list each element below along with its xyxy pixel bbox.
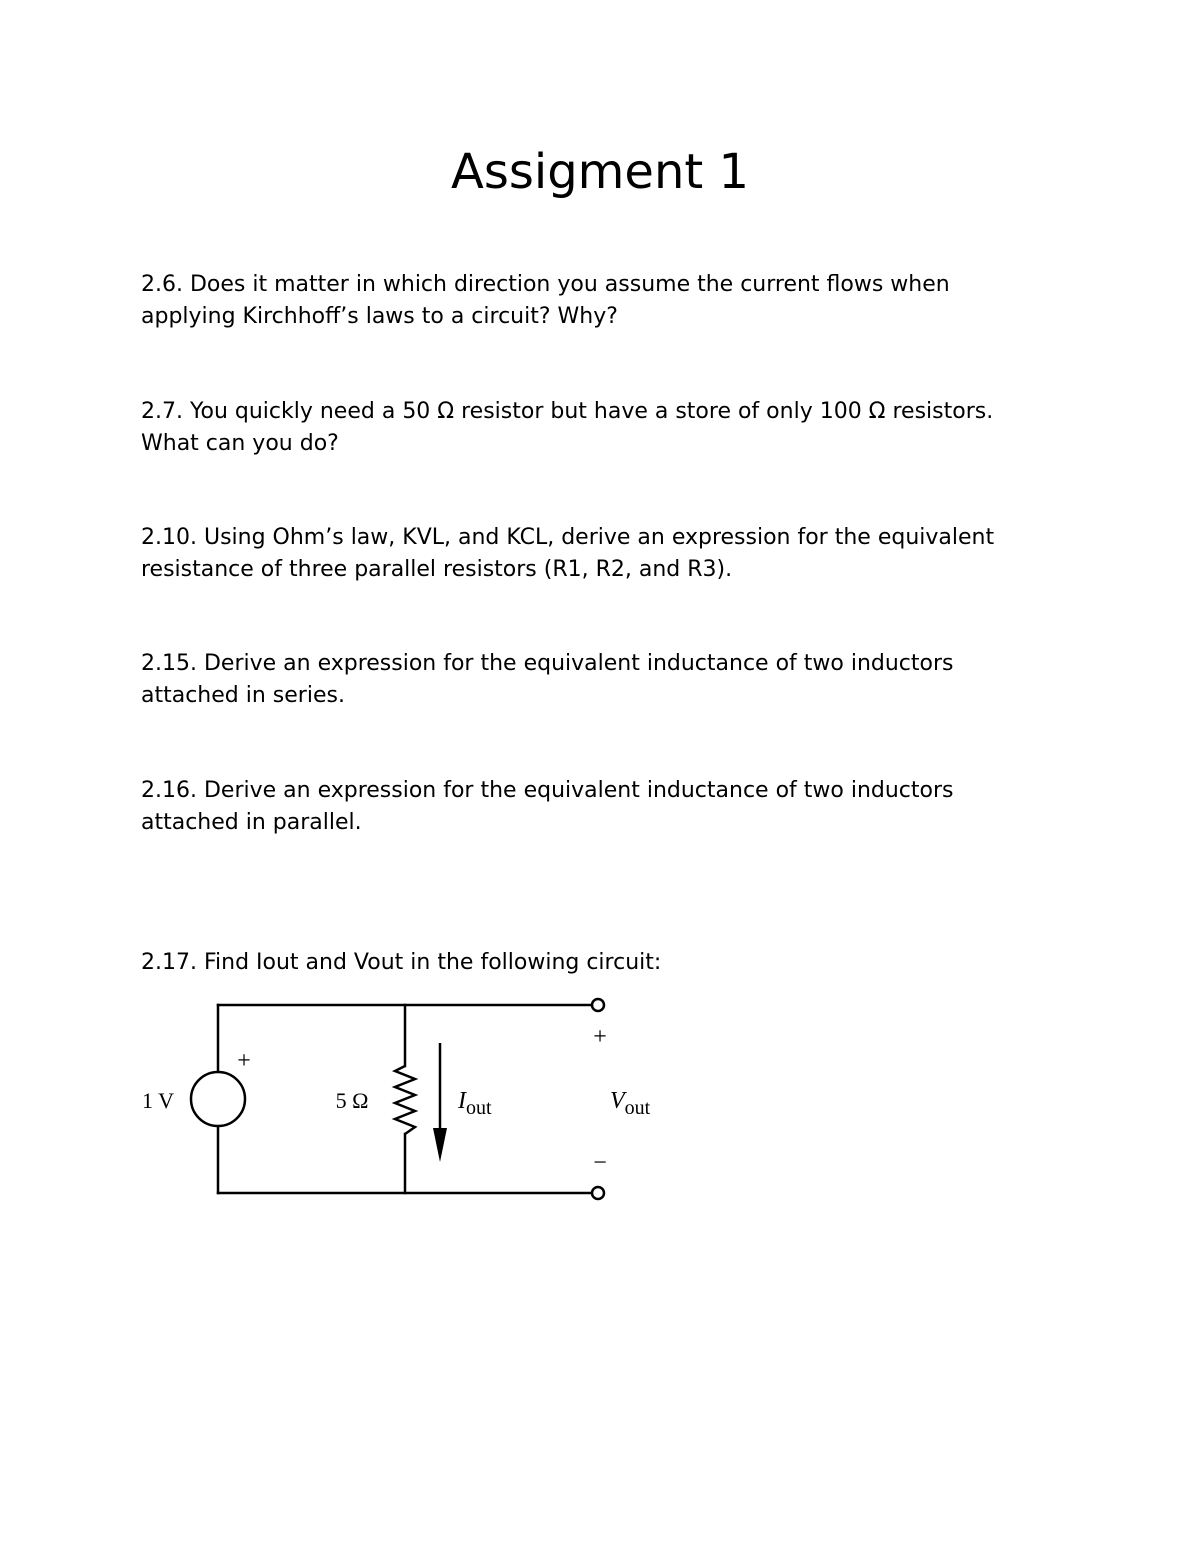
question-text-line: 2.16. Derive an expression for the equivalent inductance of two inductors (141, 778, 954, 803)
terminal-minus-label: − (593, 1150, 607, 1176)
question-2-10 (141, 522, 1081, 586)
question-2-15 (141, 648, 1081, 712)
question-2-7 (141, 396, 1081, 460)
source-voltage-label: 1 V (142, 1088, 174, 1113)
resistor-icon (395, 1066, 415, 1134)
current-arrow-head-icon (433, 1128, 447, 1162)
voltage-source-icon (191, 1072, 245, 1126)
resistor-value-label: 5 Ω (335, 1088, 369, 1113)
voltage-symbol: V (610, 1088, 625, 1114)
voltage-subscript: out (624, 1097, 651, 1119)
current-label (457, 1088, 492, 1119)
question-text-line: What can you do? (141, 431, 339, 456)
question-text-line: 2.10. Using Ohm’s law, KVL, and KCL, derive an expression for the equivalent (141, 525, 995, 550)
page-title: Assigment 1 (451, 144, 749, 200)
question-text-line: 2.17. Find Iout and Vout in the following circuit: (141, 950, 662, 975)
circuit-diagram (130, 990, 690, 1210)
question-text-line: attached in parallel. (141, 810, 362, 835)
voltage-label (610, 1088, 651, 1119)
question-text-line: 2.7. You quickly need a 50 Ω resistor but have a store of only 100 Ω resistors. (141, 399, 994, 424)
question-2-6 (141, 269, 1081, 333)
current-subscript: out (466, 1097, 492, 1119)
source-polarity-label: + (237, 1048, 251, 1074)
question-text-line: resistance of three parallel resistors (R1, R2, and R3). (141, 557, 733, 582)
question-text-line: attached in series. (141, 683, 345, 708)
question-text-line: 2.15. Derive an expression for the equivalent inductance of two inductors (141, 651, 954, 676)
output-terminal-top (592, 999, 604, 1011)
question-text-line: applying Kirchhoff’s laws to a circuit? Why? (141, 304, 618, 329)
current-symbol: I (458, 1088, 466, 1114)
question-2-17 (141, 947, 1081, 979)
terminal-plus-label: + (593, 1024, 607, 1050)
question-text-line: 2.6. Does it matter in which direction you assume the current flows when (141, 272, 950, 297)
output-terminal-bottom (592, 1187, 604, 1199)
question-2-16 (141, 775, 1081, 839)
